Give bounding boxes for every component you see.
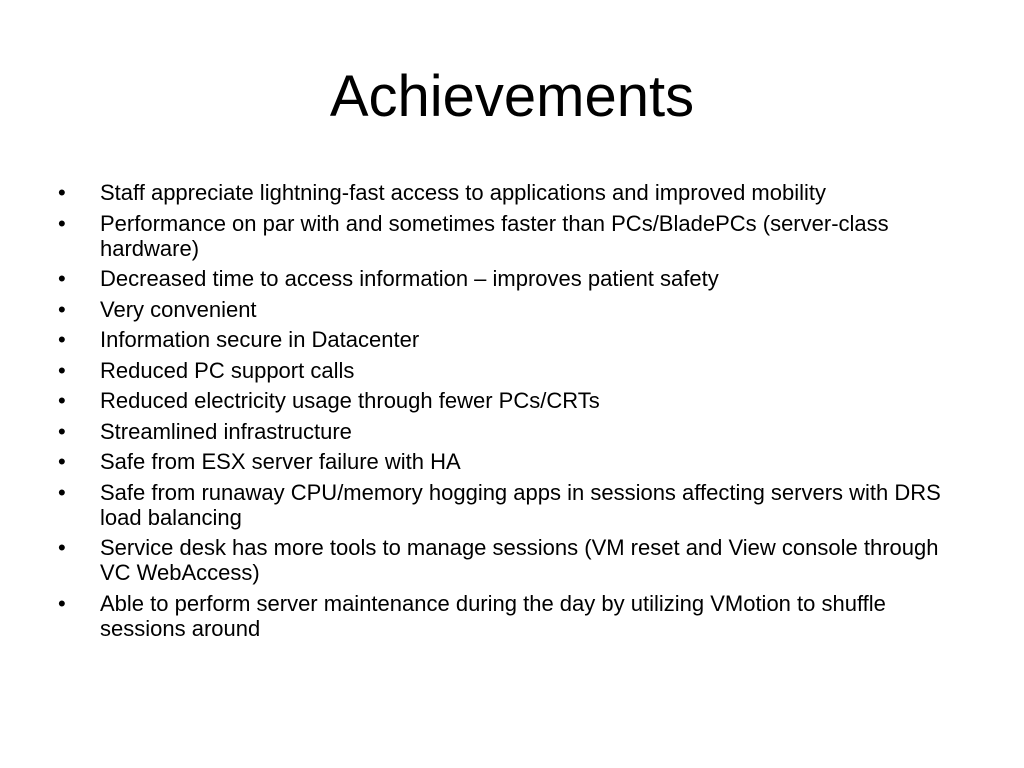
bullet-marker: • xyxy=(58,357,66,383)
bullet-text: Service desk has more tools to manage sessions (VM reset and View console through VC WebAccess) xyxy=(100,535,939,585)
bullet-text: Reduced PC support calls xyxy=(100,357,355,383)
bullet-item xyxy=(58,358,968,383)
bullet-marker: • xyxy=(58,418,66,444)
bullet-text: Very convenient xyxy=(100,296,257,322)
bullet-text: Decreased time to access information – improves patient safety xyxy=(100,266,719,291)
bullet-item xyxy=(58,211,968,261)
slide-title: Achievements xyxy=(329,64,695,129)
bullet-item xyxy=(58,297,968,322)
bullet-item xyxy=(58,266,968,291)
bullet-item xyxy=(58,388,968,413)
bullet-item xyxy=(58,449,968,474)
bullet-item xyxy=(58,419,968,444)
bullet-marker: • xyxy=(58,296,66,322)
bullet-marker: • xyxy=(58,266,66,291)
bullet-marker: • xyxy=(58,210,66,236)
bullet-text: Able to perform server maintenance during the day by utilizing VMotion to shuffle sessions around xyxy=(100,590,886,641)
bullet-marker: • xyxy=(58,449,66,474)
bullet-item xyxy=(58,180,968,205)
bullet-item xyxy=(58,591,968,641)
bullet-marker: • xyxy=(58,388,66,413)
bullet-marker: • xyxy=(58,180,66,205)
bullet-item xyxy=(58,327,968,352)
bullet-item xyxy=(58,535,968,585)
bullet-marker: • xyxy=(58,327,66,352)
bullet-marker: • xyxy=(58,590,66,616)
bullet-text: Staff appreciate lightning-fast access to applications and improved mobility xyxy=(100,180,826,205)
bullet-text: Reduced electricity usage through fewer PCs/CRTs xyxy=(100,388,600,413)
bullet-text: Streamlined infrastructure xyxy=(100,418,352,444)
bullet-marker: • xyxy=(58,479,66,505)
bullet-text: Safe from runaway CPU/memory hogging apps in sessions affecting servers with DRS load balancing xyxy=(100,479,941,530)
bullet-text: Performance on par with and sometimes faster than PCs/BladePCs (server-class hardware) xyxy=(100,210,889,261)
bullet-marker: • xyxy=(58,535,66,560)
bullet-text: Information secure in Datacenter xyxy=(100,327,420,352)
bullet-list xyxy=(58,180,968,646)
bullet-item xyxy=(58,480,968,530)
bullet-text: Safe from ESX server failure with HA xyxy=(100,449,461,474)
